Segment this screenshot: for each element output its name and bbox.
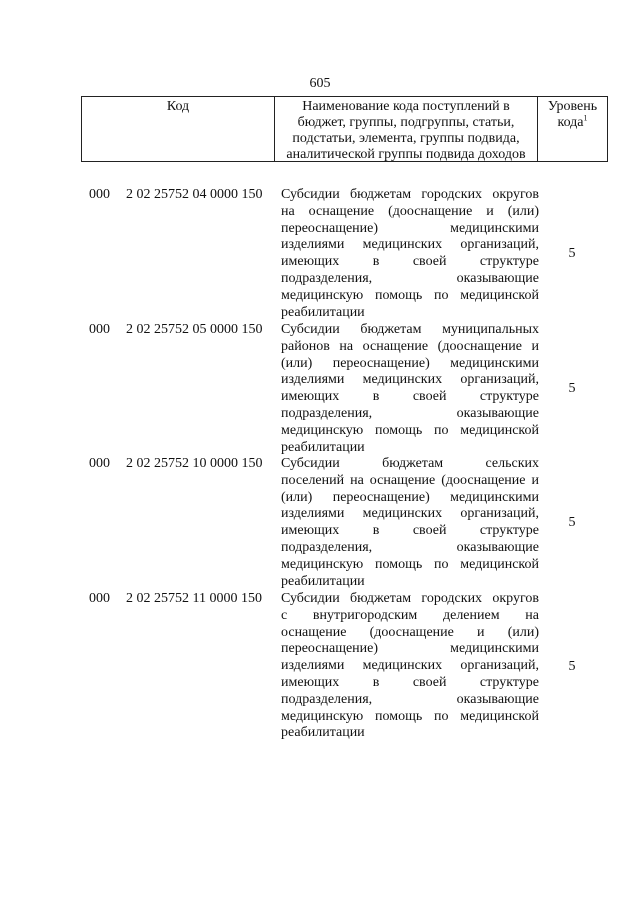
- description-line: изделиями медицинских организаций,: [281, 237, 539, 253]
- description-line: оснащение (дооснащение и (или): [281, 624, 539, 640]
- code-description: [281, 456, 539, 590]
- budget-code: 2 02 25752 04 0000 150: [126, 187, 263, 202]
- description-line: районов на оснащение (дооснащение и: [281, 338, 539, 354]
- description-line: изделиями медицинских организаций,: [281, 658, 539, 674]
- header-name-line: Наименование кода поступлений в: [302, 99, 510, 114]
- description-line: переоснащение) медицинскими: [281, 641, 539, 657]
- description-line: подразделения, оказывающие: [281, 270, 539, 286]
- description-line: Субсидии бюджетам городских округов: [281, 187, 539, 202]
- code-description: [281, 187, 539, 321]
- description-line: медицинскую помощь по медицинской: [281, 287, 539, 303]
- header-name-line: подстатьи, элемента, группы подвида,: [292, 131, 520, 146]
- description-line: подразделения, оказывающие: [281, 405, 539, 421]
- description-line: имеющих в своей структуре: [281, 674, 539, 690]
- header-name-line: бюджет, группы, подгруппы, статьи,: [297, 115, 515, 130]
- description-line: Субсидии бюджетам сельских: [281, 456, 539, 471]
- header-level-line: Уровень: [547, 99, 598, 114]
- header-level: [538, 97, 607, 161]
- admin-code: 000: [89, 187, 110, 202]
- description-line: Субсидии бюджетам муниципальных: [281, 322, 539, 337]
- header-level-word: кода: [557, 115, 584, 130]
- header-name: [274, 97, 538, 161]
- description-line: медицинскую помощь по медицинской: [281, 708, 539, 724]
- description-line: подразделения, оказывающие: [281, 539, 539, 555]
- code-description: [281, 591, 539, 742]
- table-header: [81, 96, 608, 162]
- footnote-mark: 1: [583, 113, 588, 123]
- description-line: реабилитации: [281, 573, 365, 589]
- code-level: 5: [568, 515, 576, 531]
- description-line: имеющих в своей структуре: [281, 389, 539, 405]
- description-line: имеющих в своей структуре: [281, 523, 539, 539]
- description-line: реабилитации: [281, 439, 365, 455]
- description-line: реабилитации: [281, 304, 365, 320]
- description-line: имеющих в своей структуре: [281, 254, 539, 270]
- admin-code: 000: [89, 322, 110, 337]
- code-level: 5: [568, 381, 576, 397]
- description-line: Субсидии бюджетам городских округов: [281, 591, 539, 606]
- admin-code: 000: [89, 591, 110, 606]
- description-line: медицинскую помощь по медицинской: [281, 422, 539, 438]
- header-level-line: [538, 115, 607, 131]
- description-line: изделиями медицинских организаций,: [281, 372, 539, 388]
- header-name-line: аналитической группы подвида доходов: [286, 147, 526, 162]
- description-line: медицинскую помощь по медицинской: [281, 556, 539, 572]
- description-line: с внутригородским делением на: [281, 607, 539, 623]
- budget-code: 2 02 25752 11 0000 150: [126, 591, 262, 606]
- description-line: (или) переоснащение) медицинскими: [281, 489, 539, 505]
- description-line: поселений на оснащение (дооснащение и: [281, 472, 539, 488]
- budget-code: 2 02 25752 10 0000 150: [126, 456, 263, 471]
- header-code: Код: [166, 99, 190, 114]
- description-line: подразделения, оказывающие: [281, 691, 539, 707]
- description-line: (или) переоснащение) медицинскими: [281, 355, 539, 371]
- description-line: переоснащение) медицинскими: [281, 220, 539, 236]
- description-line: реабилитации: [281, 725, 365, 741]
- code-level: 5: [568, 246, 576, 262]
- description-line: изделиями медицинских организаций,: [281, 506, 539, 522]
- code-description: [281, 322, 539, 456]
- admin-code: 000: [89, 456, 110, 471]
- description-line: на оснащение (дооснащение и (или): [281, 203, 539, 219]
- code-level: 5: [568, 658, 576, 674]
- budget-code: 2 02 25752 05 0000 150: [126, 322, 263, 337]
- page-number: 605: [309, 76, 331, 91]
